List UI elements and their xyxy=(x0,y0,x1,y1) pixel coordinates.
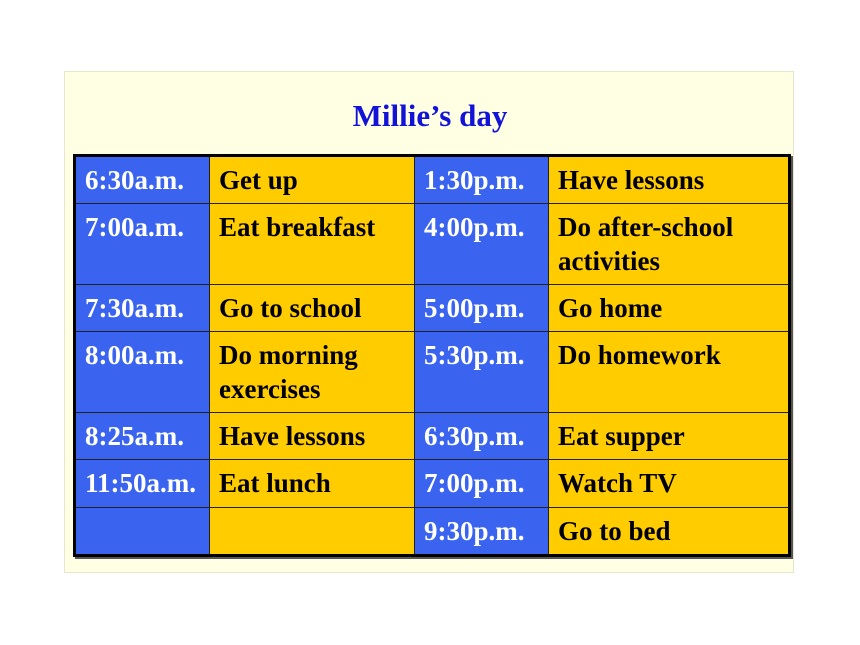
afternoon-time-cell: 5:00p.m. xyxy=(415,285,549,332)
morning-activity-cell: Eat breakfast xyxy=(210,204,415,285)
morning-time-cell: 8:00a.m. xyxy=(75,332,210,413)
afternoon-activity-cell: Watch TV xyxy=(549,460,790,508)
morning-activity-cell: Do morning exercises xyxy=(210,332,415,413)
afternoon-activity-cell: Go home xyxy=(549,285,790,332)
afternoon-time-cell: 7:00p.m. xyxy=(415,460,549,508)
afternoon-time-cell: 6:30p.m. xyxy=(415,413,549,460)
morning-activity-cell: Go to school xyxy=(210,285,415,332)
morning-time-cell xyxy=(75,508,210,556)
afternoon-activity-cell: Eat supper xyxy=(549,413,790,460)
page-title: Millie’s day xyxy=(352,98,508,133)
morning-time-cell: 11:50a.m. xyxy=(75,460,210,508)
table-row xyxy=(75,413,790,460)
table-row xyxy=(75,332,790,413)
table-row xyxy=(75,508,790,556)
afternoon-activity-cell: Have lessons xyxy=(549,156,790,204)
afternoon-time-cell: 1:30p.m. xyxy=(415,156,549,204)
morning-activity-cell: Get up xyxy=(210,156,415,204)
morning-time-cell: 7:30a.m. xyxy=(75,285,210,332)
morning-time-cell: 7:00a.m. xyxy=(75,204,210,285)
morning-activity-cell: Eat lunch xyxy=(210,460,415,508)
morning-activity-cell xyxy=(210,508,415,556)
morning-activity-cell: Have lessons xyxy=(210,413,415,460)
morning-time-cell: 8:25a.m. xyxy=(75,413,210,460)
afternoon-time-cell: 5:30p.m. xyxy=(415,332,549,413)
schedule-table xyxy=(73,154,791,557)
morning-time-cell: 6:30a.m. xyxy=(75,156,210,204)
table-row xyxy=(75,204,790,285)
afternoon-activity-cell: Do homework xyxy=(549,332,790,413)
slide-panel xyxy=(64,71,794,573)
table-row xyxy=(75,285,790,332)
afternoon-activity-cell: Go to bed xyxy=(549,508,790,556)
afternoon-activity-cell: Do after-school activities xyxy=(549,204,790,285)
table-row xyxy=(75,460,790,508)
table-row xyxy=(75,156,790,204)
afternoon-time-cell: 4:00p.m. xyxy=(415,204,549,285)
afternoon-time-cell: 9:30p.m. xyxy=(415,508,549,556)
